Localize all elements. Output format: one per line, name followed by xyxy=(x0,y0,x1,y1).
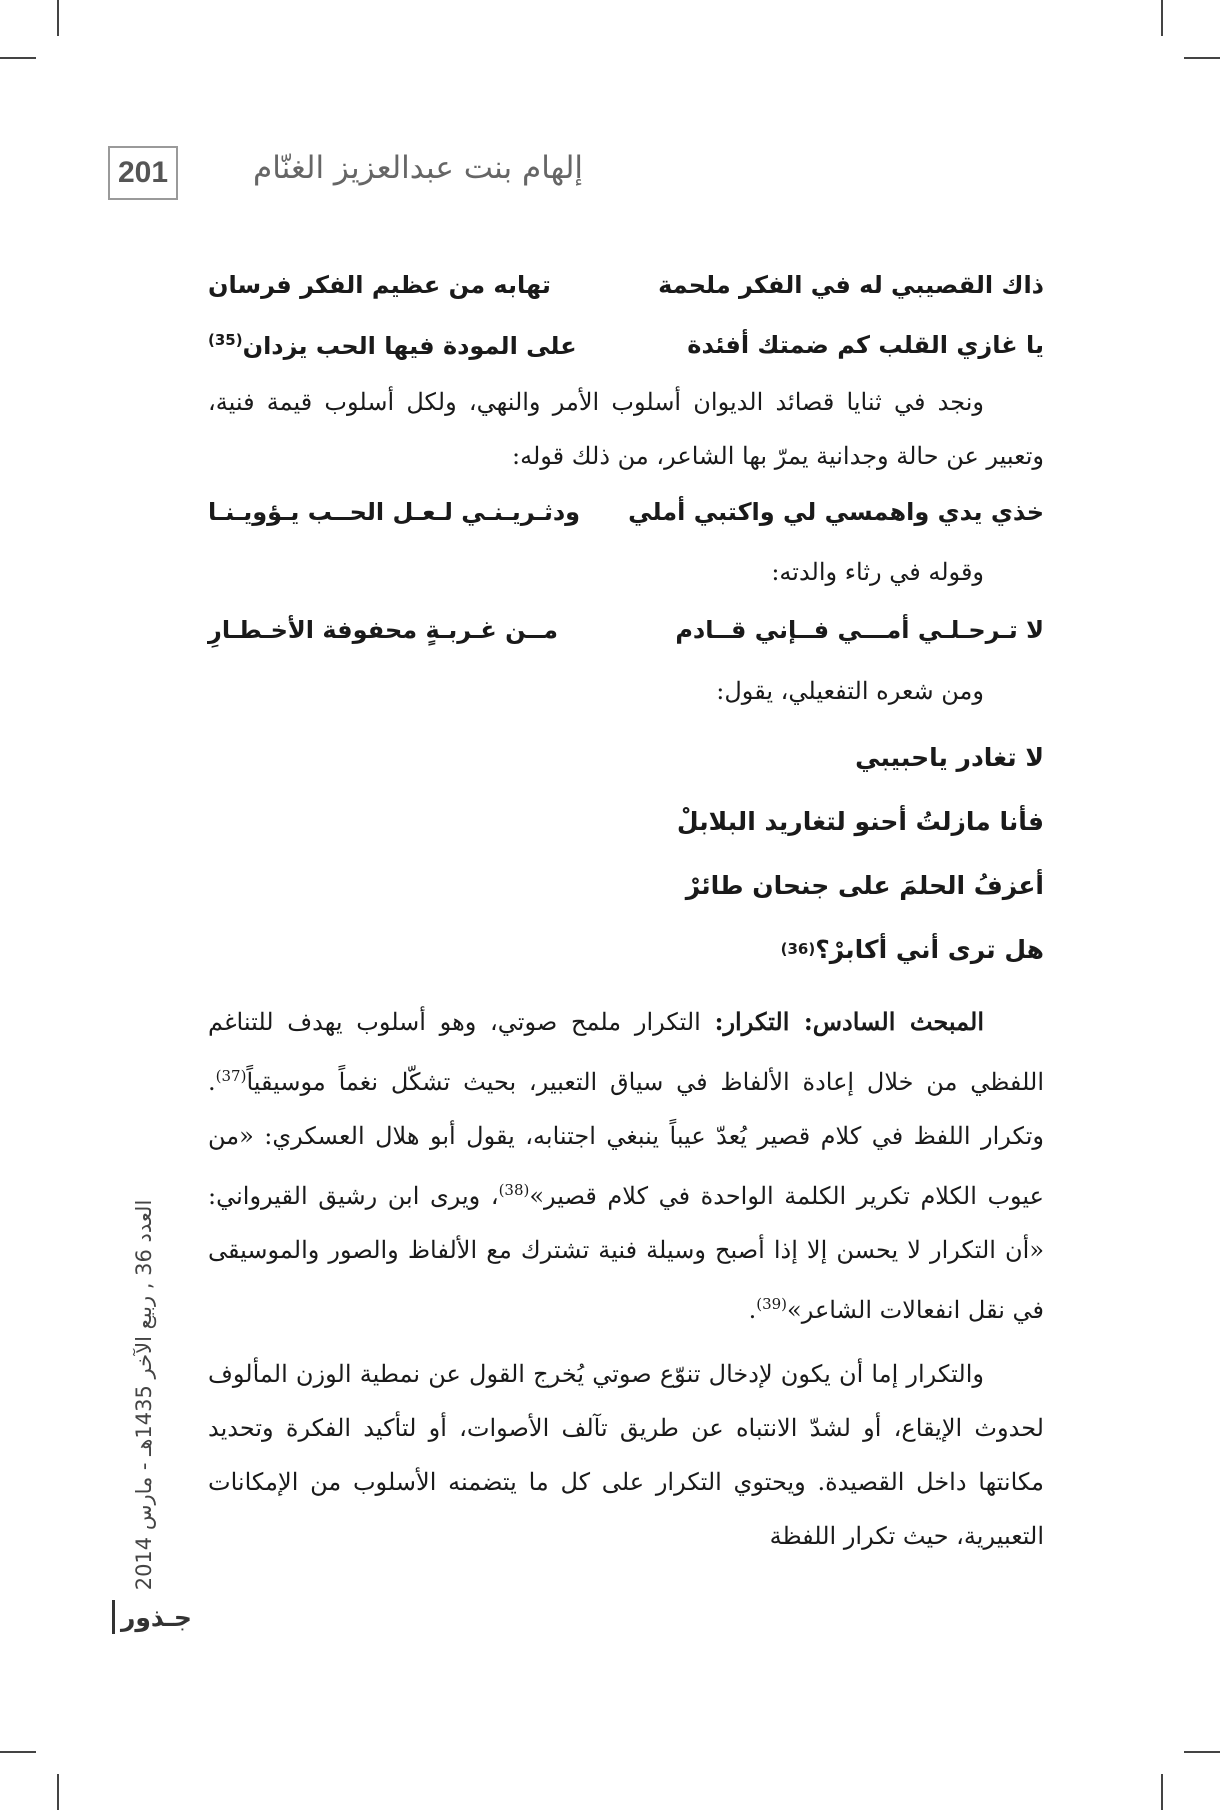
verse-second-hemistich xyxy=(208,331,577,360)
poem-line: فأنا مازلتُ أحنو لتغاريد البلابلْ xyxy=(676,806,1044,836)
paragraph: وقوله في رثاء والدته: xyxy=(771,558,984,586)
paragraph: ومن شعره التفعيلي، يقول: xyxy=(716,677,984,705)
verse-second-hemistich: ودثـريـنـي لـعـل الحــب يـؤويـنـا xyxy=(208,498,581,526)
paragraph: والتكرار إما أن يكون لإدخال تنوّع صوتي يُخرج القول عن نمطية الوزن المألوف لحدوث الإيقاع، أو لشدّ الانتباه عن طريق تآلف الأصوات، أو لتأكيد الفكرة وتحديد مكانتها داخل القصيدة. ويحتوي التكرار على كل ما يتضمنه الأسلوب من الإمكانات التعبيرية، حيث تكرار اللفظة xyxy=(208,1360,1044,1550)
poem-line: أعزفُ الحلمَ على جنحان طائرْ xyxy=(685,870,1044,900)
verse-line xyxy=(208,603,1044,657)
paragraph-repetition xyxy=(208,995,1044,1337)
paragraph-text: . وتكرار اللفظ في كلام قصير يُعدّ عيباً ينبغي اجتنابه، يقول أبو هلال العسكري: «من عيوب الكلام تكرير الكلمة الواحدة في كلام قصير» xyxy=(208,1068,1045,1210)
crop-mark xyxy=(1161,0,1163,36)
verse-second-hemistich: تهابه من عظيم الفكر فرسان xyxy=(208,271,551,299)
running-header-author: إلهام بنت عبدالعزيز الغنّام xyxy=(253,150,583,186)
verse-first-hemistich: خذي يدي واهمسي لي واكتبي أملي xyxy=(628,498,1044,526)
footnote-ref: (37) xyxy=(215,1067,247,1085)
poem-line-text: هل ترى أني أكابرْ؟ xyxy=(815,934,1044,964)
verse-line xyxy=(208,315,1044,375)
crop-mark xyxy=(0,1751,36,1753)
issue-info xyxy=(114,1195,174,1595)
verse-first-hemistich: يا غازي القلب كم ضمتك أفئدة xyxy=(687,331,1044,359)
journal-logo: جـذور xyxy=(112,1600,191,1634)
issue-info-text: العدد 36 , ربيع الآخر 1435هـ - مارس 2014 xyxy=(132,1199,156,1591)
footnote-ref: (38) xyxy=(498,1181,530,1199)
paragraph: ونجد في ثنايا قصائد الديوان أسلوب الأمر والنهي، ولكل أسلوب قيمة فنية، وتعبير عن حالة وجدانية يمرّ بها الشاعر، من ذلك قوله: xyxy=(208,388,1044,470)
section-heading: المبحث السادس: التكرار: xyxy=(714,1007,985,1036)
crop-mark xyxy=(57,1774,59,1810)
paragraph-text: . xyxy=(748,1296,757,1324)
paragraph-text: ، ويرى ابن رشيق القيرواني: «أن التكرار لا يحسن إلا إذا أصبح وسيلة فنية تشترك مع الألفاظ والصور والموسيقى في نقل انفعالات الشاعر» xyxy=(208,1182,1044,1324)
poem-line: لا تغادر ياحبيبي xyxy=(855,742,1044,772)
verse-second-hemistich: مــن غـربـةٍ محفوفة الأخـطـارِ xyxy=(208,616,558,644)
crop-mark xyxy=(57,0,59,36)
footnote-ref: (36) xyxy=(780,940,816,958)
paragraph-text: التكرار ملمح صوتي، وهو أسلوب يهدف للتناغم اللفظي من خلال إعادة الألفاظ في سياق التعبير، بحيث تشكّل نغماً موسيقياً xyxy=(208,1008,1044,1096)
verse-line xyxy=(208,483,1044,541)
crop-mark xyxy=(0,57,36,59)
verse-first-hemistich: ذاك القصيبي له في الفكر ملحمة xyxy=(658,271,1044,299)
poem-line xyxy=(208,917,1044,981)
verse-line xyxy=(208,255,1044,315)
footnote-ref: (35) xyxy=(208,330,243,349)
crop-mark xyxy=(1161,1774,1163,1810)
page-body xyxy=(208,255,1044,1563)
verse-first-hemistich: لا تـرحـلـي أمـــي فــإني قــادم xyxy=(675,616,1044,644)
crop-mark xyxy=(1184,57,1220,59)
crop-mark xyxy=(1184,1751,1220,1753)
footnote-ref: (39) xyxy=(756,1295,788,1313)
verse-second-text: على المودة فيها الحب يزدان xyxy=(242,331,577,360)
page-number: 201 xyxy=(108,146,178,200)
